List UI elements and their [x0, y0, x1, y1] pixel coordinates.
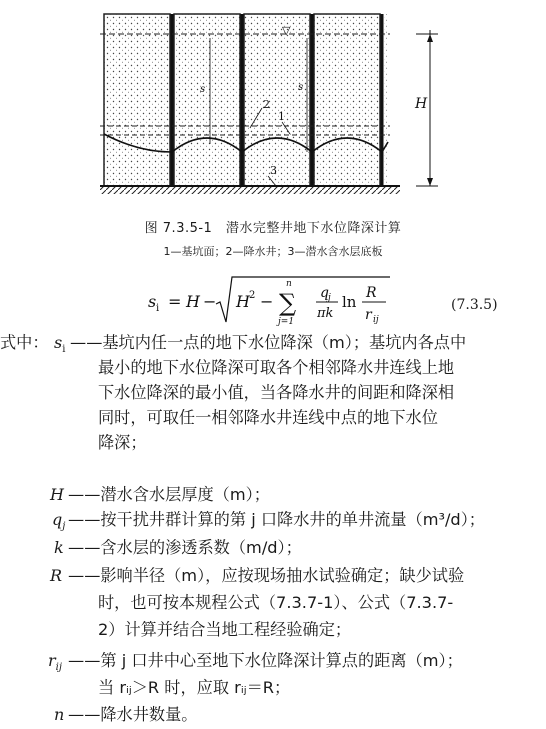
aquifer-floor	[100, 186, 400, 194]
def-k-line: ——含水层的渗透系数（m/d）；	[68, 538, 302, 557]
def-q-symbol: $q_j$	[52, 510, 66, 533]
def-q-line: ——按干扰井群计算的第 j 口降水井的单井流量（m³/d）；	[68, 510, 485, 529]
def-si-line: 下水位降深的最小值，当各降水井的间距和降深相	[98, 383, 455, 402]
frac-num: q	[320, 285, 329, 301]
sum-sign: ∑	[279, 289, 297, 317]
formula-sup2: 2	[249, 290, 256, 301]
def-r-line: 当 rᵢⱼ＞R 时，应取 rᵢⱼ＝R；	[98, 678, 291, 697]
H-label: H	[415, 96, 428, 112]
formula-R: R	[366, 285, 377, 301]
def-r-line: ——第 j 口井中心至地下水位降深计算点的距离（m）；	[68, 651, 463, 670]
soil-block	[104, 14, 170, 186]
formula-ln: ln	[342, 293, 357, 311]
label-3: 3	[270, 164, 277, 177]
def-si-symbol: $s_i$	[54, 333, 66, 356]
def-H-line: ——潜水含水层厚度（m）；	[68, 485, 270, 504]
def-si-line: 最小的地下水位降深可取各个相邻降水井连线上地	[98, 358, 455, 377]
def-n-line: ——降水井数量。	[68, 705, 198, 724]
formula-H2: H	[236, 292, 250, 311]
def-R-line: ——影响半径（m），应按现场抽水试验确定；缺少试验	[68, 566, 465, 585]
def-H-symbol: H	[50, 485, 64, 504]
sum-top: n	[286, 279, 292, 289]
formula-lhs: s	[148, 292, 157, 311]
def-R-line: 2）计算并结合当地工程经验确定；	[98, 620, 352, 639]
equation-number: (7.3.5)	[451, 297, 498, 313]
soil-block	[174, 14, 240, 186]
soil-block	[314, 14, 380, 186]
figure-title: 图 7.3.5-1 潜水完整井地下水位降深计算	[144, 221, 402, 236]
definitions-prefix: 式中：	[0, 333, 49, 352]
formula-lhs-sub: i	[156, 303, 160, 314]
formula-minus2: −	[260, 292, 274, 311]
def-k-symbol: k	[54, 538, 64, 557]
well-drawdown-figure	[100, 4, 450, 200]
label-2: 2	[263, 98, 270, 111]
soil-block	[244, 14, 310, 186]
def-R-symbol: R	[50, 566, 63, 585]
sum-bottom: j=1	[278, 317, 295, 327]
formula-r: r	[365, 307, 372, 323]
formula-r-sub: ij	[373, 315, 379, 325]
soil-block	[384, 14, 388, 186]
formula-minus: −	[203, 292, 217, 311]
figure-legend: 1—基坑面；2—降水井；3—潜水含水层底板	[163, 245, 383, 258]
water-level-symbol: ▽	[282, 24, 291, 37]
def-si-line: 同时，可取任一相邻降水井连线中点的地下水位	[98, 408, 438, 427]
def-si-line: 降深；	[98, 433, 147, 452]
si-label: s	[200, 84, 206, 95]
frac-den: πk	[317, 306, 334, 321]
frac-num-sub: j	[328, 293, 331, 303]
s-label: s	[298, 82, 304, 93]
def-n-symbol: n	[54, 705, 65, 724]
def-si-line: ——基坑内任一点的地下水位降深（m）；基坑内各点中	[70, 333, 467, 352]
label-1: 1	[278, 110, 285, 123]
def-R-line: 时，也可按本规程公式（7.3.7-1）、公式（7.3.7-	[98, 593, 454, 612]
def-r-symbol: $r_{ij}$	[48, 651, 62, 674]
formula-H: H	[186, 292, 200, 311]
formula-eq: =	[168, 292, 182, 311]
